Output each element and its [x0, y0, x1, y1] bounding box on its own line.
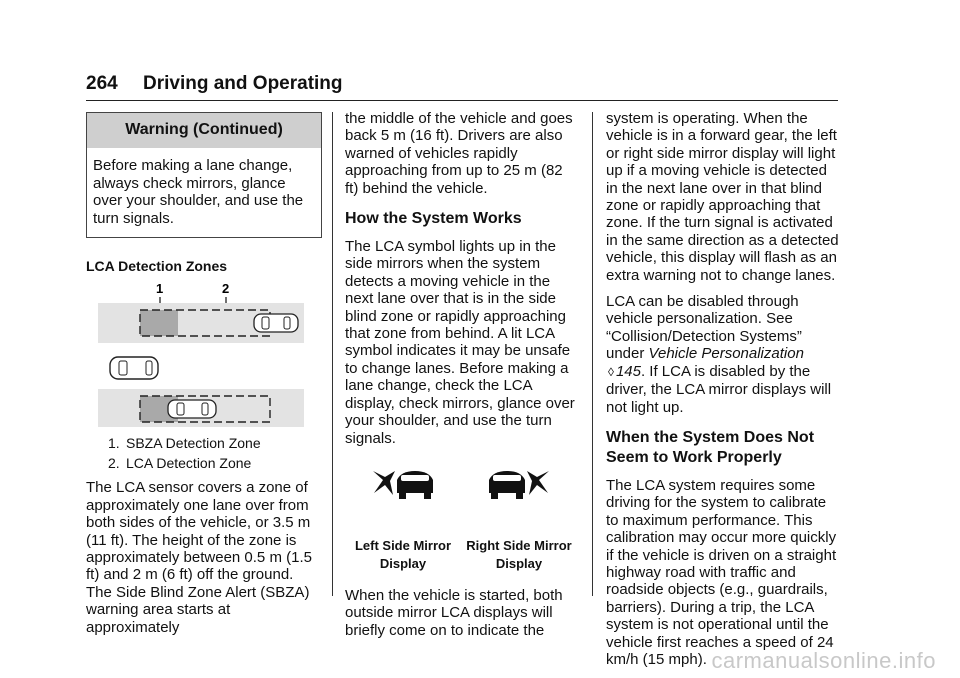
warning-box	[86, 112, 322, 238]
col3-paragraph-2: LCA can be disabled through vehicle personalization. See “Collision/Detection Systems” under Vehicle Personalization ◊ 145. If LCA is disabled by the driver, the LCA mirror displays will not light up.	[606, 293, 832, 416]
warning-body: Before making a lane change, always check mirrors, glance over your shoulder, and use the turn signals.	[93, 157, 304, 227]
vehicle-bottom	[168, 400, 216, 418]
page-ref-icon: ◊	[608, 364, 614, 379]
col3-paragraph-3: The LCA system requires some driving for the system to calibrate to maximum performance. This calibration may occur more quickly if the vehicle is driven on a straight highway road with traffic and roadside objects (e.g., guardrails, barriers). During a trip, the LCA system is not operational until the vehicle first reaches a speed of 24 km/h (15 mph).	[606, 476, 837, 668]
right-mirror-display	[461, 467, 577, 573]
right-mirror-caption: Right Side Mirror Display	[466, 537, 572, 571]
chapter-title: Driving and Operating	[143, 73, 343, 94]
vehicle-top	[254, 314, 298, 332]
col2-paragraph-1: the middle of the vehicle and goes back 5 m (16 ft). Drivers are also warned of vehicles rapidly approaching from up to 25 m (82 ft) behind the vehicle.	[345, 110, 573, 197]
page-number: 264	[86, 73, 118, 94]
col1-paragraph: The LCA sensor covers a zone of approximately one lane over from both sides of the vehicle, or 3.5 m (11 ft). The height of the zone is approximately between 0.5 m (1.5 ft) and 2 m (6 ft) off the ground. The Side Blind Zone Alert (SBZA) warning area starts at approximately	[86, 479, 312, 636]
own-vehicle	[110, 357, 158, 379]
zones-heading: LCA Detection Zones	[86, 258, 228, 275]
column-2	[345, 110, 577, 648]
legend-item: 2. LCA Detection Zone	[108, 455, 252, 472]
col3-paragraph-1: system is operating. When the vehicle is in a forward gear, the left or right side mirror display will light up if a moving vehicle is detected in the next lane over in that blind zone or rapidly approaching that zone. If the turn signal is activated in the same direction as a detected vehicle, this display will flash as an extra warning not to change lanes.	[606, 110, 839, 284]
not-working-heading: When the System Does Not Seem to Work Properly	[606, 428, 815, 466]
mirror-displays	[345, 467, 577, 573]
column-divider	[332, 112, 333, 596]
page-header	[86, 70, 838, 101]
warning-title: Warning (Continued)	[87, 113, 321, 148]
left-lca-icon	[371, 467, 435, 501]
column-1	[86, 112, 322, 645]
col2-paragraph-2: The LCA symbol lights up in the side mirrors when the system detects a moving vehicle in the next lane over that is in the side blind zone or rapidly approaching that zone from behind. A lit LCA symbol indicates it may be unsafe to change lanes. Before making a lane change, check the LCA display, check mirrors, glance over your shoulder, and use the turn signals.	[345, 238, 575, 447]
page-ref-number[interactable]: 145	[615, 362, 641, 380]
column-3	[606, 110, 842, 677]
sbza-zone-top	[140, 310, 178, 336]
vehicle-personalization-link[interactable]: Vehicle Personalization	[648, 345, 804, 363]
callout-2: 2	[222, 281, 230, 297]
zones-legend	[108, 433, 322, 473]
right-lca-icon	[487, 467, 551, 501]
how-system-works-heading: How the System Works	[345, 210, 522, 228]
legend-item: 1. SBZA Detection Zone	[108, 435, 261, 452]
lca-zones-diagram	[86, 281, 306, 427]
column-divider	[592, 112, 593, 596]
watermark: carmanualsonline.info	[711, 648, 936, 673]
col2-paragraph-3: When the vehicle is started, both outside mirror LCA displays will briefly come on to indicate the	[345, 586, 563, 639]
left-mirror-caption: Left Side Mirror Display	[354, 537, 452, 571]
left-mirror-display	[345, 467, 461, 573]
callout-1: 1	[156, 281, 164, 297]
